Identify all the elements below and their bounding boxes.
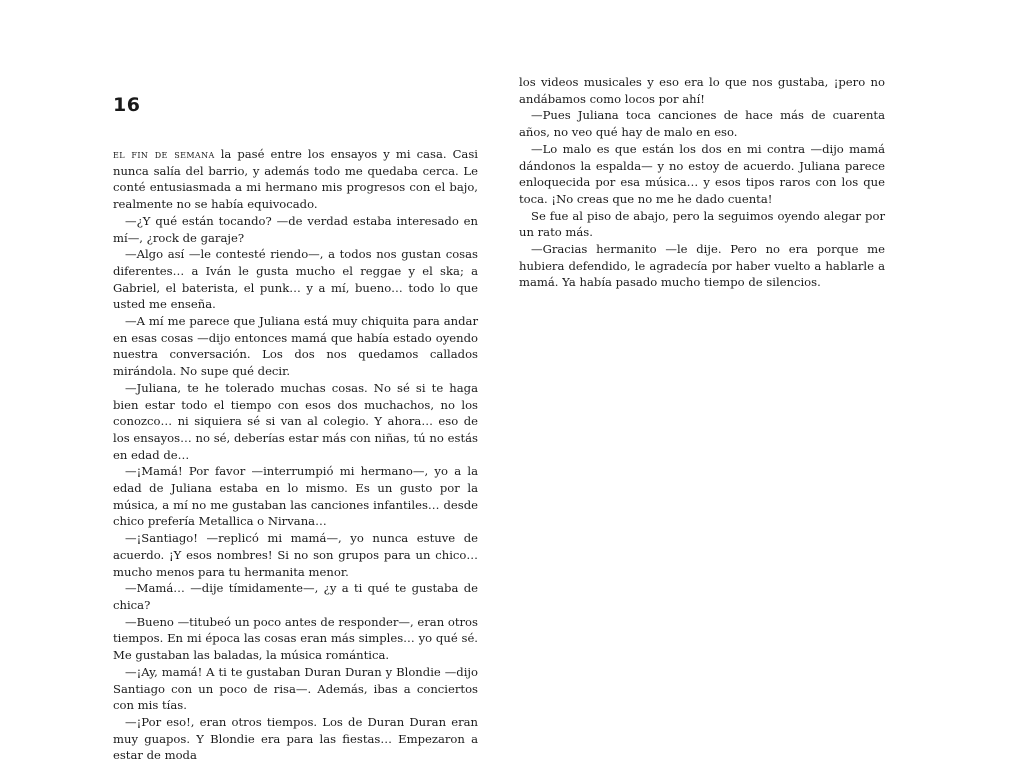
paragraph: —Juliana, te he tolerado muchas cosas. No sé si te haga bien estar todo el tiempo con esos dos muchachos, no los conozco… ni siquiera sé si van al colegio. Y ahora… eso de los ensayos… no sé, deberías estar más con niñas, tú no estás en edad de… <box>113 380 478 462</box>
paragraph-text: la pasé entre los ensayos y mi casa. Casi nunca salía del barrio, y además todo me quedaba cerca. Le conté entusiasmada a mi hermano mis progresos con el bajo, realmente no se había equivocado. <box>113 147 479 212</box>
paragraph: —Algo así —le contesté riendo—, a todos nos gustan cosas diferentes… a Iván le gusta mucho el reggae y el ska; a Gabriel, el baterista, el punk… y a mí, bueno… todo lo que usted me enseña. <box>113 247 478 312</box>
paragraph: —A mí me parece que Juliana está muy chiquita para andar en esas cosas —dijo entonces mamá que había estado oyendo nuestra conversación. Los dos nos quedamos callados mirándola. No supe qué decir. <box>113 314 478 379</box>
paragraph: —Mamá… —dije tímidamente—, ¿y a ti qué te gustaba de chica? <box>113 581 478 612</box>
paragraph: —Lo malo es que están los dos en mi contra —dijo mamá dándonos la espalda— y no estoy de acuerdo. Juliana parece enloquecida por esa música… y esos tipos raros con los que toca. ¡No creas que no me he dado cuenta! <box>519 141 885 206</box>
paragraph: —¡Mamá! Por favor —interrumpió mi hermano—, yo a la edad de Juliana estaba en lo mismo. Es un gusto por la música, a mí no me gustaban las canciones infantiles… desde chico prefería Metallica o Nirvana… <box>113 464 478 529</box>
paragraph: —¡Ay, mamá! A ti te gustaban Duran Duran y Blondie —dijo Santiago con un poco de risa—. Además, ibas a conciertos con mis tías. <box>113 664 478 713</box>
chapter-lead-in: el fin de semana <box>113 147 215 161</box>
paragraph: Se fue al piso de abajo, pero la seguimos oyendo alegar por un rato más. <box>519 208 885 240</box>
chapter-number: 16 <box>113 94 141 116</box>
paragraph: —¡Por eso!, eran otros tiempos. Los de Duran Duran eran muy guapos. Y Blondie era para las fiestas… Empezaron a estar de moda <box>113 714 478 763</box>
paragraph: —¿Y qué están tocando? —de verdad estaba interesado en mí—, ¿rock de garaje? <box>113 213 478 245</box>
paragraph <box>113 146 478 213</box>
right-page-text <box>519 74 885 291</box>
paragraph: —¡Santiago! —replicó mi mamá—, yo nunca estuve de acuerdo. ¡Y esos nombres! Si no son grupos para un chico… mucho menos para tu hermanita menor. <box>113 531 478 579</box>
paragraph: —Bueno —titubeó un poco antes de responder—, eran otros tiempos. En mi época las cosas eran más simples… yo qué sé. Me gustaban las baladas, la música romántica. <box>113 614 478 663</box>
paragraph: —Pues Juliana toca canciones de hace más de cuarenta años, no veo qué hay de malo en eso. <box>519 108 885 140</box>
paragraph: los videos musicales y eso era lo que nos gustaba, ¡pero no andábamos como locos por ahí! <box>519 75 885 106</box>
left-page-text <box>113 146 478 764</box>
paragraph: —Gracias hermanito —le dije. Pero no era porque me hubiera defendido, le agradecía por haber vuelto a hablarle a mamá. Ya había pasado mucho tiempo de silencios. <box>519 242 885 290</box>
